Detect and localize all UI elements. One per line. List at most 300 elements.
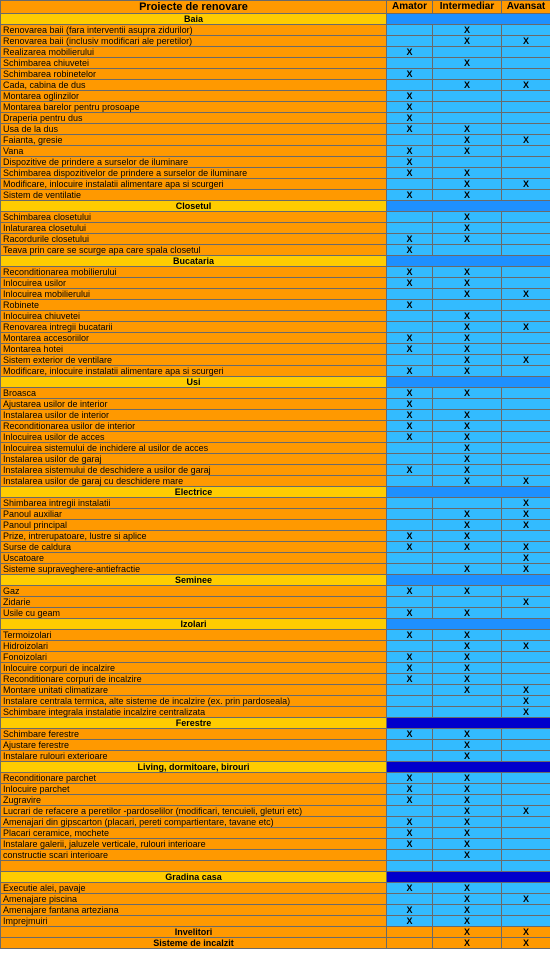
- mark-intermediar: [433, 91, 502, 102]
- section-header-fill: [387, 487, 550, 498]
- mark-intermediar: X: [433, 850, 502, 861]
- project-name: Modificare, inlocuire instalatii alimentare apa si scurgeri: [1, 366, 387, 377]
- project-name: Modificare, inlocuire instalatii alimentare apa si scurgeri: [1, 179, 387, 190]
- mark-amator: [387, 894, 433, 905]
- mark-avansat: [502, 267, 550, 278]
- mark-avansat: [502, 47, 550, 58]
- mark-intermediar: X: [433, 751, 502, 762]
- mark-amator: X: [387, 157, 433, 168]
- mark-amator: X: [387, 102, 433, 113]
- section-header-fill: [387, 718, 550, 729]
- mark-avansat: [502, 366, 550, 377]
- table-row: [1, 509, 550, 520]
- project-name: Inlocuirea sistemului de inchidere al usilor de acces: [1, 443, 387, 454]
- project-name: Montare unitati climatizare: [1, 685, 387, 696]
- mark-avansat: [502, 630, 550, 641]
- mark-avansat: X: [502, 476, 550, 487]
- section-header-row: [1, 619, 550, 630]
- mark-intermediar: X: [433, 124, 502, 135]
- table-row: [1, 850, 550, 861]
- table-row: [1, 410, 550, 421]
- mark-avansat: [502, 795, 550, 806]
- project-name: Racordurile closetului: [1, 234, 387, 245]
- mark-intermediar: X: [433, 729, 502, 740]
- project-name: Panoul principal: [1, 520, 387, 531]
- mark-amator: [387, 707, 433, 718]
- mark-intermediar: [433, 553, 502, 564]
- mark-intermediar: X: [433, 465, 502, 476]
- mark-intermediar: X: [433, 740, 502, 751]
- mark-amator: [387, 212, 433, 223]
- section-title: Closetul: [1, 201, 387, 212]
- mark-avansat: [502, 223, 550, 234]
- mark-avansat: X: [502, 685, 550, 696]
- mark-amator: X: [387, 245, 433, 256]
- mark-avansat: [502, 839, 550, 850]
- mark-avansat: [502, 146, 550, 157]
- project-name: Surse de caldura: [1, 542, 387, 553]
- mark-amator: X: [387, 168, 433, 179]
- mark-intermediar: X: [433, 333, 502, 344]
- table-row: [1, 25, 550, 36]
- table-row: [1, 630, 550, 641]
- project-name: Usile cu geam: [1, 608, 387, 619]
- mark-intermediar: X: [433, 432, 502, 443]
- project-name: Reconditionare corpuri de incalzire: [1, 674, 387, 685]
- mark-amator: X: [387, 366, 433, 377]
- project-name: Gaz: [1, 586, 387, 597]
- project-name: Zidarie: [1, 597, 387, 608]
- section-header-fill: [387, 575, 550, 586]
- table-header-row: [1, 1, 550, 14]
- mark-avansat: [502, 729, 550, 740]
- table-row: [1, 707, 550, 718]
- mark-intermediar: X: [433, 795, 502, 806]
- mark-intermediar: X: [433, 630, 502, 641]
- table-row: [1, 267, 550, 278]
- table-row: [1, 157, 550, 168]
- mark-avansat: [502, 157, 550, 168]
- mark-avansat: [502, 124, 550, 135]
- mark-amator: [387, 850, 433, 861]
- mark-avansat: X: [502, 696, 550, 707]
- table-row: [1, 278, 550, 289]
- mark-avansat: X: [502, 927, 550, 938]
- mark-avansat: X: [502, 179, 550, 190]
- mark-intermediar: X: [433, 916, 502, 927]
- mark-avansat: X: [502, 597, 550, 608]
- mark-avansat: [502, 344, 550, 355]
- section-title: Electrice: [1, 487, 387, 498]
- mark-amator: [387, 861, 433, 872]
- mark-amator: [387, 685, 433, 696]
- table-row: [1, 916, 550, 927]
- mark-intermediar: X: [433, 531, 502, 542]
- table-row: [1, 883, 550, 894]
- table-row: [1, 498, 550, 509]
- table-row: [1, 311, 550, 322]
- mark-intermediar: X: [433, 135, 502, 146]
- mark-avansat: [502, 245, 550, 256]
- mark-intermediar: X: [433, 289, 502, 300]
- project-name: Amenajare fantana arteziana: [1, 905, 387, 916]
- project-name: Amenajari din gipscarton (placari, pereti compartientare, tavane etc): [1, 817, 387, 828]
- mark-intermediar: [433, 696, 502, 707]
- mark-intermediar: X: [433, 674, 502, 685]
- table-row: [1, 300, 550, 311]
- project-name: Instalarea usilor de garaj: [1, 454, 387, 465]
- footer-row: [1, 927, 550, 938]
- project-name: Montarea accesoriilor: [1, 333, 387, 344]
- section-title: Gradina casa: [1, 872, 387, 883]
- mark-intermediar: X: [433, 883, 502, 894]
- project-name: Teava prin care se scurge apa care spala closetul: [1, 245, 387, 256]
- mark-avansat: X: [502, 80, 550, 91]
- mark-amator: X: [387, 828, 433, 839]
- mark-amator: X: [387, 542, 433, 553]
- mark-amator: X: [387, 300, 433, 311]
- mark-amator: [387, 322, 433, 333]
- table-row: [1, 696, 550, 707]
- mark-amator: X: [387, 586, 433, 597]
- project-name: Placari ceramice, mochete: [1, 828, 387, 839]
- mark-avansat: X: [502, 894, 550, 905]
- table-row: [1, 146, 550, 157]
- mark-avansat: [502, 740, 550, 751]
- mark-amator: [387, 751, 433, 762]
- mark-intermediar: [433, 861, 502, 872]
- project-name: Hidroizolari: [1, 641, 387, 652]
- project-name: Dispozitive de prindere a surselor de iluminare: [1, 157, 387, 168]
- mark-intermediar: X: [433, 58, 502, 69]
- section-header-fill: [387, 256, 550, 267]
- project-name: Inlocuirea mobilierului: [1, 289, 387, 300]
- mark-avansat: X: [502, 36, 550, 47]
- column-header-intermediar: Intermediar: [433, 1, 502, 14]
- mark-intermediar: X: [433, 190, 502, 201]
- project-name: Schimbarea robinetelor: [1, 69, 387, 80]
- table-row: [1, 652, 550, 663]
- mark-avansat: [502, 333, 550, 344]
- project-name: Sistem de ventilatie: [1, 190, 387, 201]
- project-name: Reconditionarea mobilierului: [1, 267, 387, 278]
- project-name: Ajustarea usilor de interior: [1, 399, 387, 410]
- mark-intermediar: [433, 47, 502, 58]
- table-row: [1, 454, 550, 465]
- mark-avansat: [502, 883, 550, 894]
- mark-intermediar: X: [433, 234, 502, 245]
- mark-intermediar: [433, 69, 502, 80]
- mark-amator: X: [387, 388, 433, 399]
- section-header-fill: [387, 201, 550, 212]
- mark-avansat: [502, 773, 550, 784]
- mark-intermediar: X: [433, 938, 502, 949]
- project-name: Inlocuirea usilor: [1, 278, 387, 289]
- column-header-amator: Amator: [387, 1, 433, 14]
- project-name: Inlocuire parchet: [1, 784, 387, 795]
- mark-amator: X: [387, 146, 433, 157]
- table-row: [1, 355, 550, 366]
- mark-amator: X: [387, 674, 433, 685]
- table-row: [1, 773, 550, 784]
- mark-avansat: [502, 817, 550, 828]
- mark-amator: [387, 135, 433, 146]
- table-row: [1, 751, 550, 762]
- project-name: Faianta, gresie: [1, 135, 387, 146]
- mark-amator: X: [387, 531, 433, 542]
- mark-avansat: X: [502, 806, 550, 817]
- section-header-fill: [387, 762, 550, 773]
- project-name: Uscatoare: [1, 553, 387, 564]
- table-row: [1, 69, 550, 80]
- mark-avansat: [502, 388, 550, 399]
- mark-avansat: [502, 410, 550, 421]
- table-row: [1, 795, 550, 806]
- mark-intermediar: X: [433, 520, 502, 531]
- project-name: Renovarea intregii bucatarii: [1, 322, 387, 333]
- project-name: Instalare rulouri exterioare: [1, 751, 387, 762]
- mark-avansat: [502, 465, 550, 476]
- mark-amator: [387, 25, 433, 36]
- project-name: Montarea barelor pentru prosoape: [1, 102, 387, 113]
- section-title: Bucataria: [1, 256, 387, 267]
- project-name: Schimbarea closetului: [1, 212, 387, 223]
- mark-amator: [387, 927, 433, 938]
- mark-amator: X: [387, 124, 433, 135]
- mark-amator: X: [387, 608, 433, 619]
- mark-intermediar: X: [433, 905, 502, 916]
- mark-avansat: [502, 168, 550, 179]
- mark-avansat: X: [502, 938, 550, 949]
- mark-amator: X: [387, 69, 433, 80]
- mark-intermediar: X: [433, 311, 502, 322]
- table-row: [1, 289, 550, 300]
- mark-avansat: [502, 861, 550, 872]
- table-row: [1, 641, 550, 652]
- project-name: Executie alei, pavaje: [1, 883, 387, 894]
- table-row: [1, 608, 550, 619]
- table-row: [1, 190, 550, 201]
- mark-avansat: [502, 608, 550, 619]
- mark-amator: X: [387, 234, 433, 245]
- mark-amator: X: [387, 630, 433, 641]
- project-name: Sistem exterior de ventilare: [1, 355, 387, 366]
- project-name: Reconditionarea usilor de interior: [1, 421, 387, 432]
- mark-amator: [387, 553, 433, 564]
- project-name: constructie scari interioare: [1, 850, 387, 861]
- mark-intermediar: X: [433, 36, 502, 47]
- project-name: Instalare centrala termica, alte sisteme de incalzire (ex. prin pardoseala): [1, 696, 387, 707]
- section-title: Seminee: [1, 575, 387, 586]
- table-row: [1, 113, 550, 124]
- mark-intermediar: X: [433, 443, 502, 454]
- project-name: Imprejmuiri: [1, 916, 387, 927]
- table-row: [1, 861, 550, 872]
- mark-avansat: [502, 300, 550, 311]
- mark-avansat: X: [502, 355, 550, 366]
- mark-intermediar: [433, 300, 502, 311]
- mark-avansat: [502, 916, 550, 927]
- mark-avansat: X: [502, 641, 550, 652]
- project-name: Cada, cabina de dus: [1, 80, 387, 91]
- table-row: [1, 234, 550, 245]
- project-name: Schimbare integrala instalatie incalzire centralizata: [1, 707, 387, 718]
- table-row: [1, 784, 550, 795]
- mark-intermediar: X: [433, 663, 502, 674]
- project-name: Inlocuire corpuri de incalzire: [1, 663, 387, 674]
- mark-intermediar: [433, 399, 502, 410]
- mark-amator: [387, 641, 433, 652]
- section-title: Izolari: [1, 619, 387, 630]
- mark-avansat: [502, 311, 550, 322]
- section-header-row: [1, 575, 550, 586]
- table-row: [1, 91, 550, 102]
- mark-amator: X: [387, 652, 433, 663]
- table-row: [1, 828, 550, 839]
- mark-amator: [387, 289, 433, 300]
- project-name: Realizarea mobilierului: [1, 47, 387, 58]
- mark-amator: [387, 740, 433, 751]
- mark-intermediar: X: [433, 586, 502, 597]
- mark-amator: X: [387, 883, 433, 894]
- mark-intermediar: X: [433, 454, 502, 465]
- table-row: [1, 740, 550, 751]
- mark-amator: [387, 311, 433, 322]
- table-row: [1, 223, 550, 234]
- section-header-row: [1, 487, 550, 498]
- project-name: Ajustare ferestre: [1, 740, 387, 751]
- mark-amator: [387, 597, 433, 608]
- section-title: Living, dormitoare, birouri: [1, 762, 387, 773]
- mark-avansat: [502, 751, 550, 762]
- section-header-row: [1, 377, 550, 388]
- mark-avansat: X: [502, 564, 550, 575]
- project-name: Schimbarea dispozitivelor de prindere a surselor de iluminare: [1, 168, 387, 179]
- table-row: [1, 586, 550, 597]
- table-row: [1, 47, 550, 58]
- section-title: Baia: [1, 14, 387, 25]
- mark-intermediar: X: [433, 179, 502, 190]
- table-row: [1, 443, 550, 454]
- mark-amator: X: [387, 47, 433, 58]
- mark-intermediar: X: [433, 25, 502, 36]
- mark-intermediar: X: [433, 355, 502, 366]
- project-name: Reconditionare parchet: [1, 773, 387, 784]
- table-row: [1, 663, 550, 674]
- table-row: [1, 322, 550, 333]
- table-row: [1, 553, 550, 564]
- table-title: Proiecte de renovare: [1, 1, 387, 14]
- mark-amator: [387, 36, 433, 47]
- mark-avansat: [502, 663, 550, 674]
- section-title: Usi: [1, 377, 387, 388]
- table-row: [1, 894, 550, 905]
- mark-amator: X: [387, 784, 433, 795]
- section-header-fill: [387, 14, 550, 25]
- table-row: [1, 80, 550, 91]
- mark-intermediar: X: [433, 773, 502, 784]
- project-name: Termoizolari: [1, 630, 387, 641]
- table-row: [1, 58, 550, 69]
- mark-avansat: [502, 113, 550, 124]
- mark-avansat: [502, 443, 550, 454]
- mark-avansat: [502, 25, 550, 36]
- section-header-fill: [387, 619, 550, 630]
- mark-amator: X: [387, 916, 433, 927]
- table-row: [1, 839, 550, 850]
- table-row: [1, 432, 550, 443]
- project-name: Schimbarea chiuvetei: [1, 58, 387, 69]
- mark-avansat: [502, 784, 550, 795]
- table-row: [1, 135, 550, 146]
- table-row: [1, 905, 550, 916]
- mark-avansat: [502, 850, 550, 861]
- project-name: Prize, intrerupatoare, lustre si aplice: [1, 531, 387, 542]
- mark-amator: [387, 58, 433, 69]
- table-row: [1, 817, 550, 828]
- mark-intermediar: X: [433, 839, 502, 850]
- mark-amator: [387, 355, 433, 366]
- project-name: Instalare galerii, jaluzele verticale, rulouri interioare: [1, 839, 387, 850]
- project-name: Sisteme supraveghere-antiefractie: [1, 564, 387, 575]
- mark-avansat: [502, 586, 550, 597]
- mark-intermediar: X: [433, 806, 502, 817]
- project-name: Renovarea baii (inclusiv modificari ale peretilor): [1, 36, 387, 47]
- mark-intermediar: X: [433, 421, 502, 432]
- mark-amator: [387, 454, 433, 465]
- mark-intermediar: X: [433, 366, 502, 377]
- mark-amator: X: [387, 278, 433, 289]
- section-header-row: [1, 872, 550, 883]
- mark-avansat: [502, 102, 550, 113]
- mark-amator: [387, 443, 433, 454]
- table-row: [1, 476, 550, 487]
- table-row: [1, 36, 550, 47]
- table-row: [1, 465, 550, 476]
- mark-intermediar: X: [433, 278, 502, 289]
- mark-intermediar: X: [433, 828, 502, 839]
- mark-intermediar: X: [433, 564, 502, 575]
- table-row: [1, 597, 550, 608]
- mark-intermediar: X: [433, 410, 502, 421]
- mark-intermediar: X: [433, 223, 502, 234]
- mark-avansat: X: [502, 322, 550, 333]
- mark-avansat: [502, 531, 550, 542]
- mark-amator: X: [387, 465, 433, 476]
- project-name: Panoul auxiliar: [1, 509, 387, 520]
- mark-amator: X: [387, 729, 433, 740]
- table-row: [1, 168, 550, 179]
- table-row: [1, 366, 550, 377]
- table-row: [1, 245, 550, 256]
- table-row: [1, 421, 550, 432]
- mark-avansat: [502, 234, 550, 245]
- mark-amator: X: [387, 839, 433, 850]
- mark-amator: [387, 80, 433, 91]
- mark-amator: X: [387, 91, 433, 102]
- mark-amator: X: [387, 267, 433, 278]
- mark-amator: X: [387, 795, 433, 806]
- mark-avansat: [502, 212, 550, 223]
- project-name: Montarea hotei: [1, 344, 387, 355]
- mark-avansat: [502, 432, 550, 443]
- mark-amator: X: [387, 421, 433, 432]
- mark-amator: [387, 806, 433, 817]
- project-name: Shimbarea intregii instalatii: [1, 498, 387, 509]
- table-row: [1, 542, 550, 553]
- mark-avansat: [502, 190, 550, 201]
- table-row: [1, 674, 550, 685]
